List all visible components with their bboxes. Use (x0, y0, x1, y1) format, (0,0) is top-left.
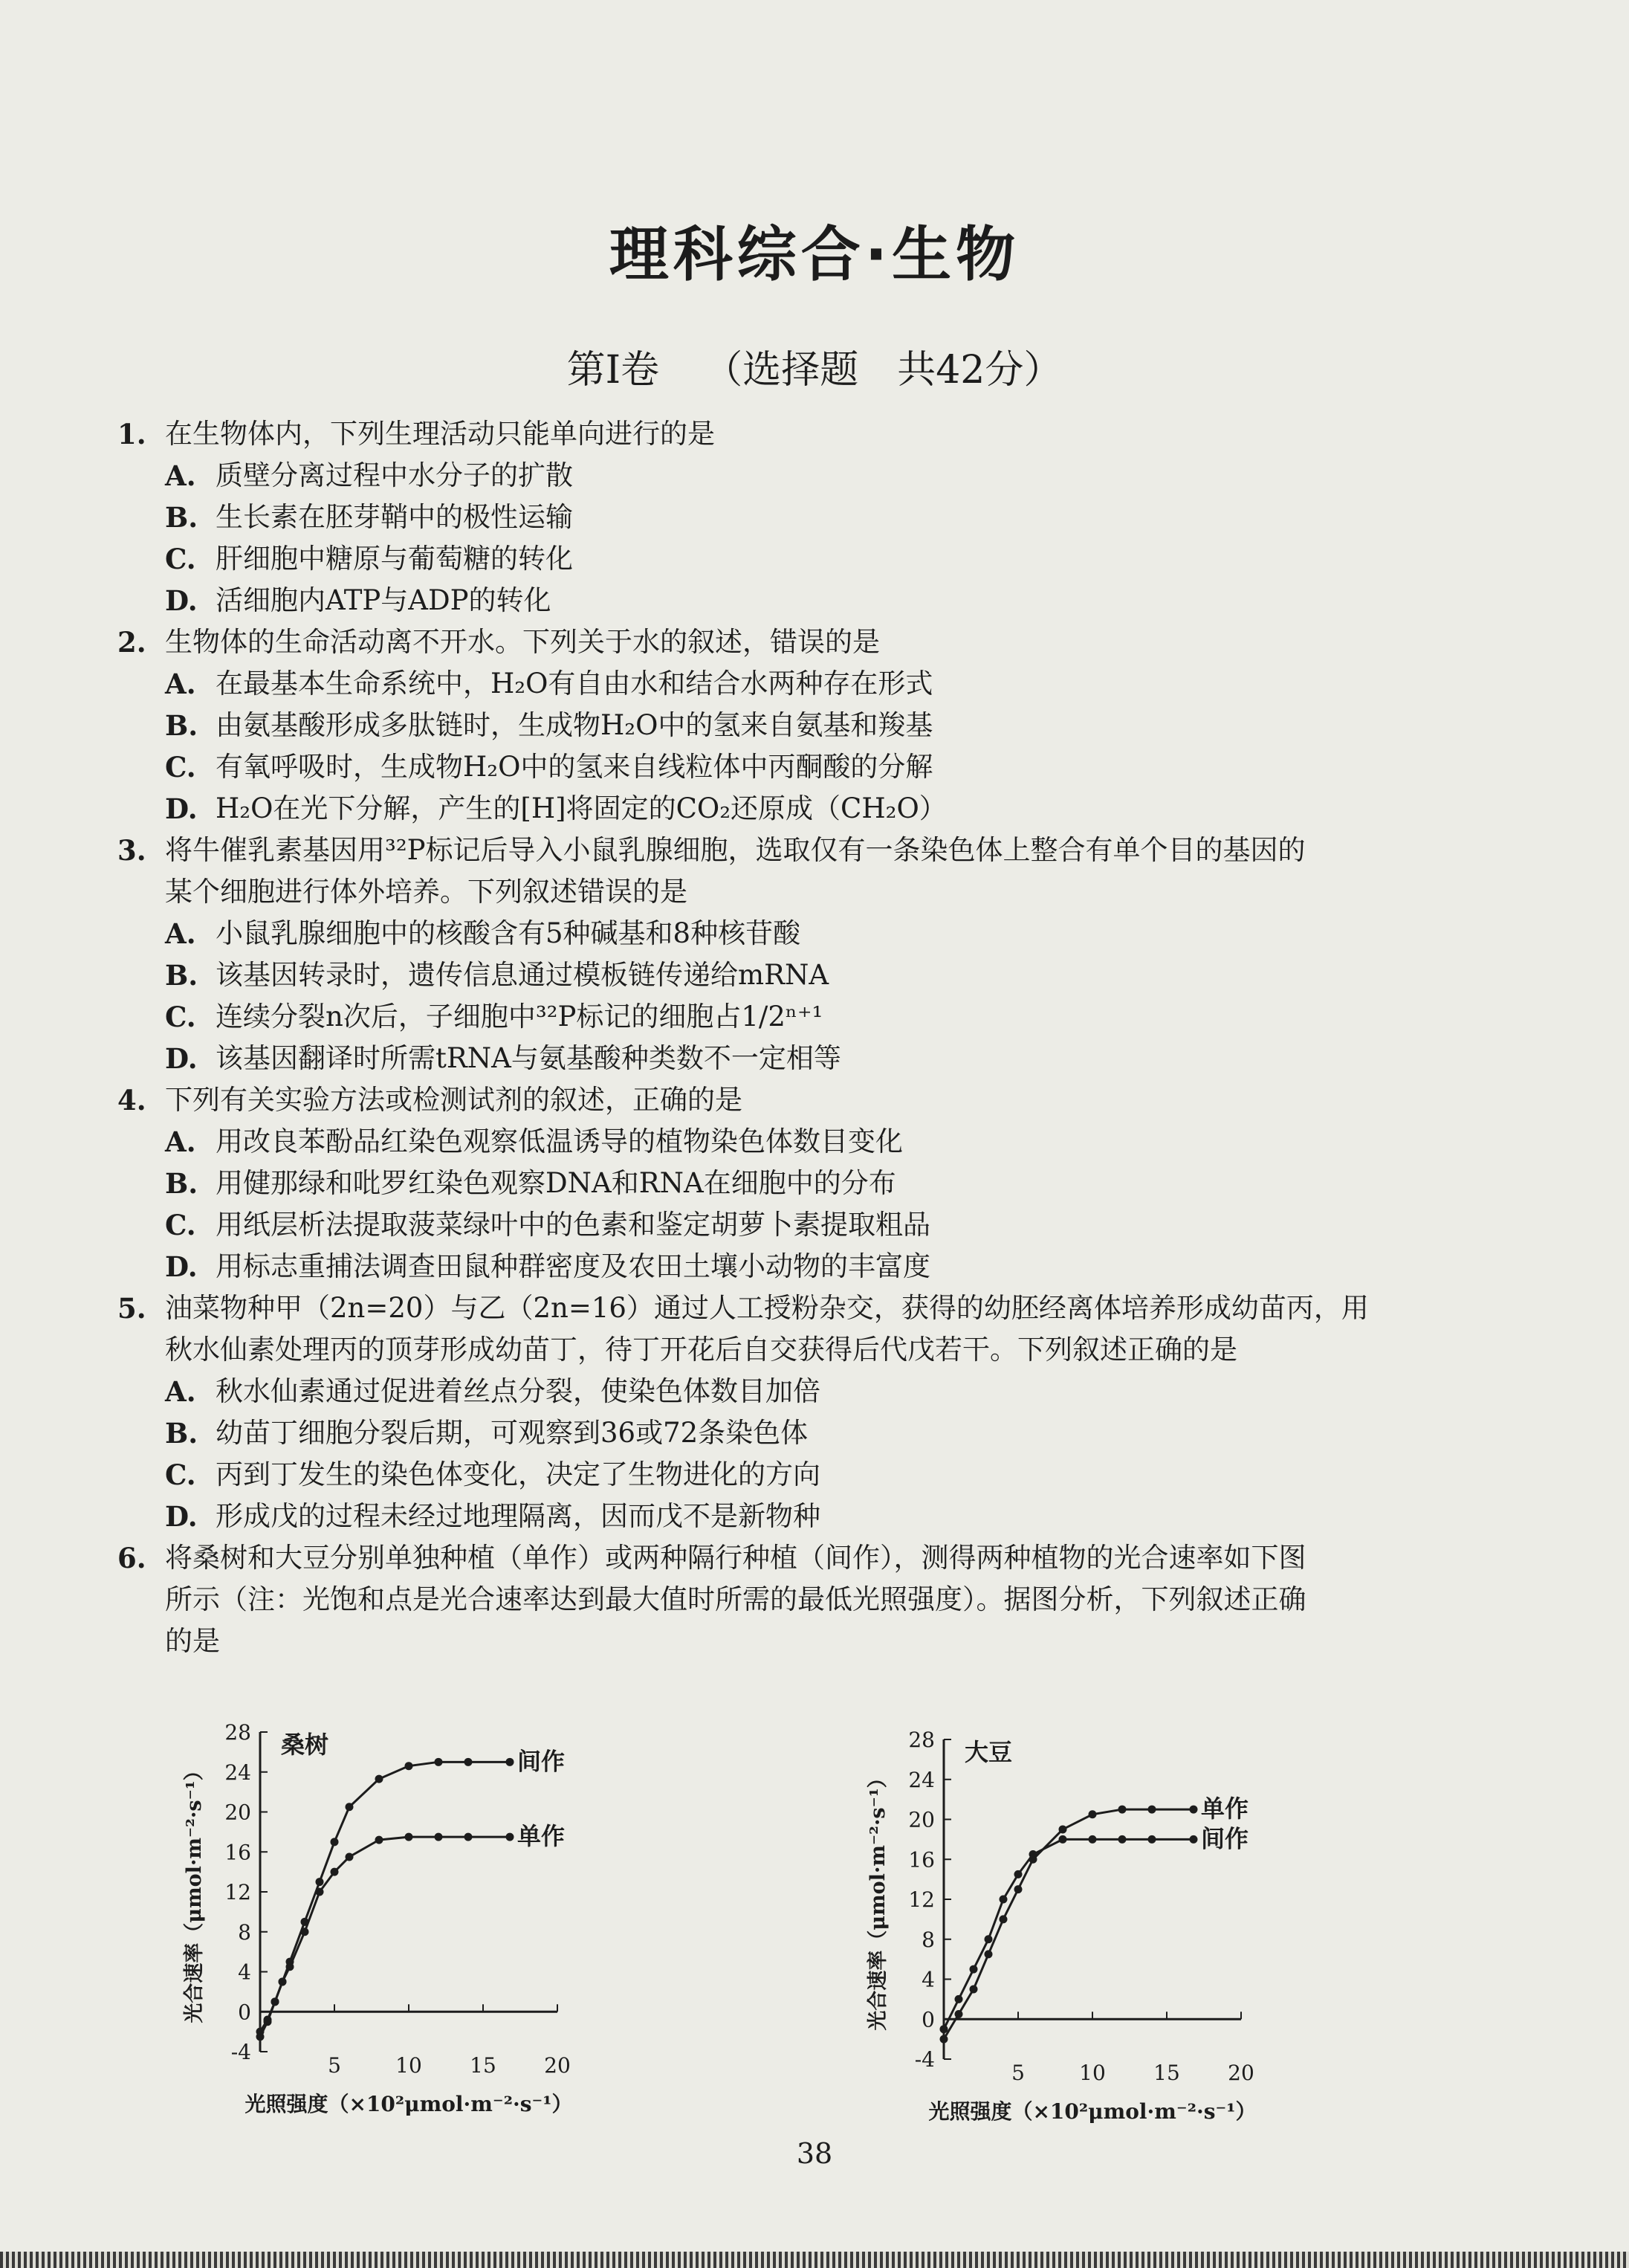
data-point (301, 1928, 309, 1936)
option-text: 生长素在胚芽鞘中的极性运输 (216, 501, 573, 533)
data-point (375, 1836, 383, 1844)
data-point (1190, 1835, 1198, 1844)
data-point (1059, 1835, 1067, 1844)
data-point (464, 1833, 473, 1841)
mulberry-chart-svg (171, 1702, 765, 2119)
option-letter: A. (165, 917, 196, 950)
question-stem: 将牛催乳素基因用³²P标记后导入小鼠乳腺细胞，选取仅有一条染色体上整合有单个目的基因的 (165, 834, 1306, 866)
option-text: 该基因翻译时所需tRNA与氨基酸种类数不一定相等 (216, 1042, 841, 1074)
option-letter: D. (165, 1500, 198, 1533)
series-line (944, 1839, 1194, 2029)
question-number: 4. (117, 1084, 146, 1117)
option-text: 连续分裂n次后，子细胞中³²P标记的细胞占1/2ⁿ⁺¹ (216, 1001, 823, 1033)
option-text: 形成戊的过程未经过地理隔离，因而戊不是新物种 (216, 1500, 820, 1532)
page-number: 38 (796, 2137, 833, 2170)
question-number: 5. (117, 1292, 146, 1325)
series-label: 间作 (517, 1747, 566, 1776)
soybean-chart-svg (855, 1710, 1449, 2126)
chart-soybean (855, 1710, 1449, 2129)
question-number: 1. (117, 418, 146, 450)
y-tick-label: 16 (908, 1847, 935, 1873)
data-point (1089, 1835, 1097, 1844)
option-letter: C. (165, 543, 196, 575)
data-point (316, 1878, 324, 1886)
data-point (985, 1950, 993, 1958)
data-point (1089, 1810, 1097, 1818)
data-point (435, 1758, 443, 1766)
data-point (346, 1803, 354, 1811)
option-letter: C. (165, 1001, 196, 1033)
option-text: 用健那绿和吡罗红染色观察DNA和RNA在细胞中的分布 (216, 1167, 896, 1199)
option-text: 用改良苯酚品红染色观察低温诱导的植物染色体数目变化 (216, 1125, 903, 1157)
x-tick-label: 5 (328, 2053, 341, 2078)
option-text: 有氧呼吸时，生成物H₂O中的氢来自线粒体中丙酮酸的分解 (216, 751, 933, 783)
data-point (1000, 1915, 1008, 1923)
data-point (1118, 1835, 1127, 1844)
option-letter: D. (165, 584, 198, 617)
data-point (405, 1833, 413, 1841)
data-point (331, 1868, 339, 1876)
data-point (256, 2028, 265, 2036)
x-tick-label: 15 (1153, 2061, 1180, 2085)
data-point (1190, 1806, 1198, 1814)
series-label: 单作 (1201, 1794, 1249, 1823)
x-tick-label: 15 (470, 2053, 496, 2078)
data-point (940, 2025, 948, 2033)
series-label: 单作 (517, 1822, 566, 1851)
y-tick-label: 20 (908, 1807, 935, 1832)
question-stem: 所示（注：光饱和点是光合速率达到最大值时所需的最低光照强度）。据图分析，下列叙述正确 (165, 1583, 1306, 1615)
question-stem: 在生物体内，下列生理活动只能单向进行的是 (165, 418, 715, 450)
x-tick-label: 20 (1228, 2061, 1254, 2085)
data-point (985, 1935, 993, 1943)
y-tick-label: 8 (238, 1919, 251, 1945)
option-letter: B. (165, 709, 198, 742)
y-tick-label: 28 (908, 1728, 935, 1752)
x-tick-label: 20 (544, 2053, 571, 2078)
data-point (970, 1965, 978, 1974)
data-point (940, 2035, 948, 2044)
series-line (260, 1762, 510, 2037)
y-tick-label: 20 (224, 1800, 251, 1825)
option-text: 小鼠乳腺细胞中的核酸含有5种碱基和8种核苷酸 (216, 917, 801, 949)
option-letter: B. (165, 1167, 198, 1200)
y-tick-label: 16 (224, 1840, 251, 1865)
data-point (1014, 1870, 1023, 1878)
option-letter: B. (165, 1417, 198, 1450)
option-text: 秋水仙素通过促进着丝点分裂，使染色体数目加倍 (216, 1375, 820, 1407)
option-letter: B. (165, 501, 198, 534)
data-point (346, 1852, 354, 1861)
option-text: H₂O在光下分解，产生的[H]将固定的CO₂还原成（CH₂O） (216, 792, 947, 824)
data-point (316, 1888, 324, 1896)
data-point (286, 1962, 294, 1971)
section-subtitle: （选择题 共42分） (704, 348, 1063, 392)
option-letter: D. (165, 1250, 198, 1283)
y-tick-label: 12 (224, 1880, 251, 1904)
question-number: 6. (117, 1542, 146, 1574)
data-point (1000, 1896, 1008, 1904)
option-letter: A. (165, 459, 196, 492)
option-text: 该基因转录时，遗传信息通过模板链传递给mRNA (216, 959, 829, 991)
x-tick-label: 5 (1011, 2061, 1025, 2085)
option-letter: A. (165, 1125, 196, 1158)
option-text: 幼苗丁细胞分裂后期，可观察到36或72条染色体 (216, 1417, 809, 1449)
chart-title: 大豆 (965, 1738, 1013, 1766)
data-point (271, 1997, 279, 2006)
y-tick-label: -4 (230, 2040, 251, 2064)
option-text: 在最基本生命系统中，H₂O有自由水和结合水两种存在形式 (216, 668, 933, 700)
data-point (375, 1775, 383, 1783)
section-label: 第Ⅰ卷 (566, 348, 660, 392)
section-heading (0, 338, 1629, 394)
data-point (405, 1762, 413, 1770)
y-axis-label: 光合速率（μmol·m⁻²·s⁻¹） (183, 1760, 206, 2023)
chart-title: 桑树 (281, 1731, 329, 1759)
x-axis-label: 光照强度（×10²μmol·m⁻²·s⁻¹） (928, 2099, 1257, 2124)
y-tick-label: 0 (922, 2007, 935, 2032)
option-letter: C. (165, 1209, 196, 1241)
option-text: 质壁分离过程中水分子的扩散 (216, 459, 573, 491)
page-title: 理科综合·生物 (609, 220, 1020, 289)
option-text: 由氨基酸形成多肽链时，生成物H₂O中的氢来自氨基和羧基 (216, 709, 933, 741)
data-point (506, 1833, 514, 1841)
question-number: 3. (117, 834, 146, 867)
data-point (279, 1977, 287, 1986)
option-letter: C. (165, 1458, 196, 1491)
chart-mulberry (171, 1702, 765, 2122)
option-letter: D. (165, 792, 198, 825)
option-text: 活细胞内ATP与ADP的转化 (216, 584, 551, 616)
y-tick-label: 4 (922, 1967, 935, 1992)
data-point (331, 1838, 339, 1846)
data-point (506, 1758, 514, 1766)
y-tick-label: 24 (908, 1767, 935, 1792)
data-point (435, 1833, 443, 1841)
question-stem: 某个细胞进行体外培养。下列叙述错误的是 (165, 876, 687, 908)
option-letter: A. (165, 1375, 196, 1408)
y-axis-label: 光合速率（μmol·m⁻²·s⁻¹） (867, 1768, 890, 2031)
data-point (264, 2016, 272, 2024)
series-label: 间作 (1201, 1824, 1249, 1853)
x-tick-label: 10 (1079, 2061, 1106, 2085)
question-stem: 的是 (165, 1625, 220, 1657)
question-stem: 生物体的生命活动离不开水。下列关于水的叙述，错误的是 (165, 626, 880, 658)
option-text: 用纸层析法提取菠菜绿叶中的色素和鉴定胡萝卜素提取粗品 (216, 1209, 930, 1241)
x-tick-label: 10 (395, 2053, 422, 2078)
data-point (970, 1985, 978, 1993)
option-letter: A. (165, 668, 196, 700)
question-stem: 油菜物种甲（2n=20）与乙（2n=16）通过人工授粉杂交，获得的幼胚经离体培养形成幼苗丙，用 (165, 1292, 1369, 1324)
y-tick-label: -4 (914, 2047, 935, 2072)
option-text: 丙到丁发生的染色体变化，决定了生物进化的方向 (216, 1458, 820, 1490)
question-number: 2. (117, 626, 146, 659)
data-point (955, 2010, 963, 2018)
y-tick-label: 28 (224, 1720, 251, 1745)
question-stem: 下列有关实验方法或检测试剂的叙述，正确的是 (165, 1084, 742, 1116)
question-stem: 将桑树和大豆分别单独种植（单作）或两种隔行种植（间作），测得两种植物的光合速率如下图 (165, 1542, 1306, 1574)
data-point (1059, 1825, 1067, 1833)
data-point (955, 1995, 963, 2003)
data-point (464, 1758, 473, 1766)
y-tick-label: 24 (224, 1760, 251, 1785)
question-stem: 秋水仙素处理丙的顶芽形成幼苗丁，待丁开花后自交获得后代戊若干。下列叙述正确的是 (165, 1334, 1237, 1366)
series-line (944, 1809, 1194, 2039)
option-letter: D. (165, 1042, 198, 1075)
option-text: 用标志重捕法调查田鼠种群密度及农田土壤小动物的丰富度 (216, 1250, 930, 1282)
y-tick-label: 0 (238, 2000, 251, 2025)
option-text: 肝细胞中糖原与葡萄糖的转化 (216, 543, 573, 575)
y-tick-label: 12 (908, 1887, 935, 1912)
page-edge (0, 2252, 1629, 2268)
data-point (1029, 1850, 1037, 1858)
option-letter: C. (165, 751, 196, 784)
series-line (260, 1837, 510, 2032)
data-point (1148, 1806, 1156, 1814)
data-point (1148, 1835, 1156, 1844)
y-tick-label: 8 (922, 1927, 935, 1952)
data-point (1014, 1885, 1023, 1893)
y-tick-label: 4 (238, 1960, 251, 1985)
x-axis-label: 光照强度（×10²μmol·m⁻²·s⁻¹） (244, 2092, 573, 2116)
option-letter: B. (165, 959, 198, 992)
data-point (1118, 1806, 1127, 1814)
